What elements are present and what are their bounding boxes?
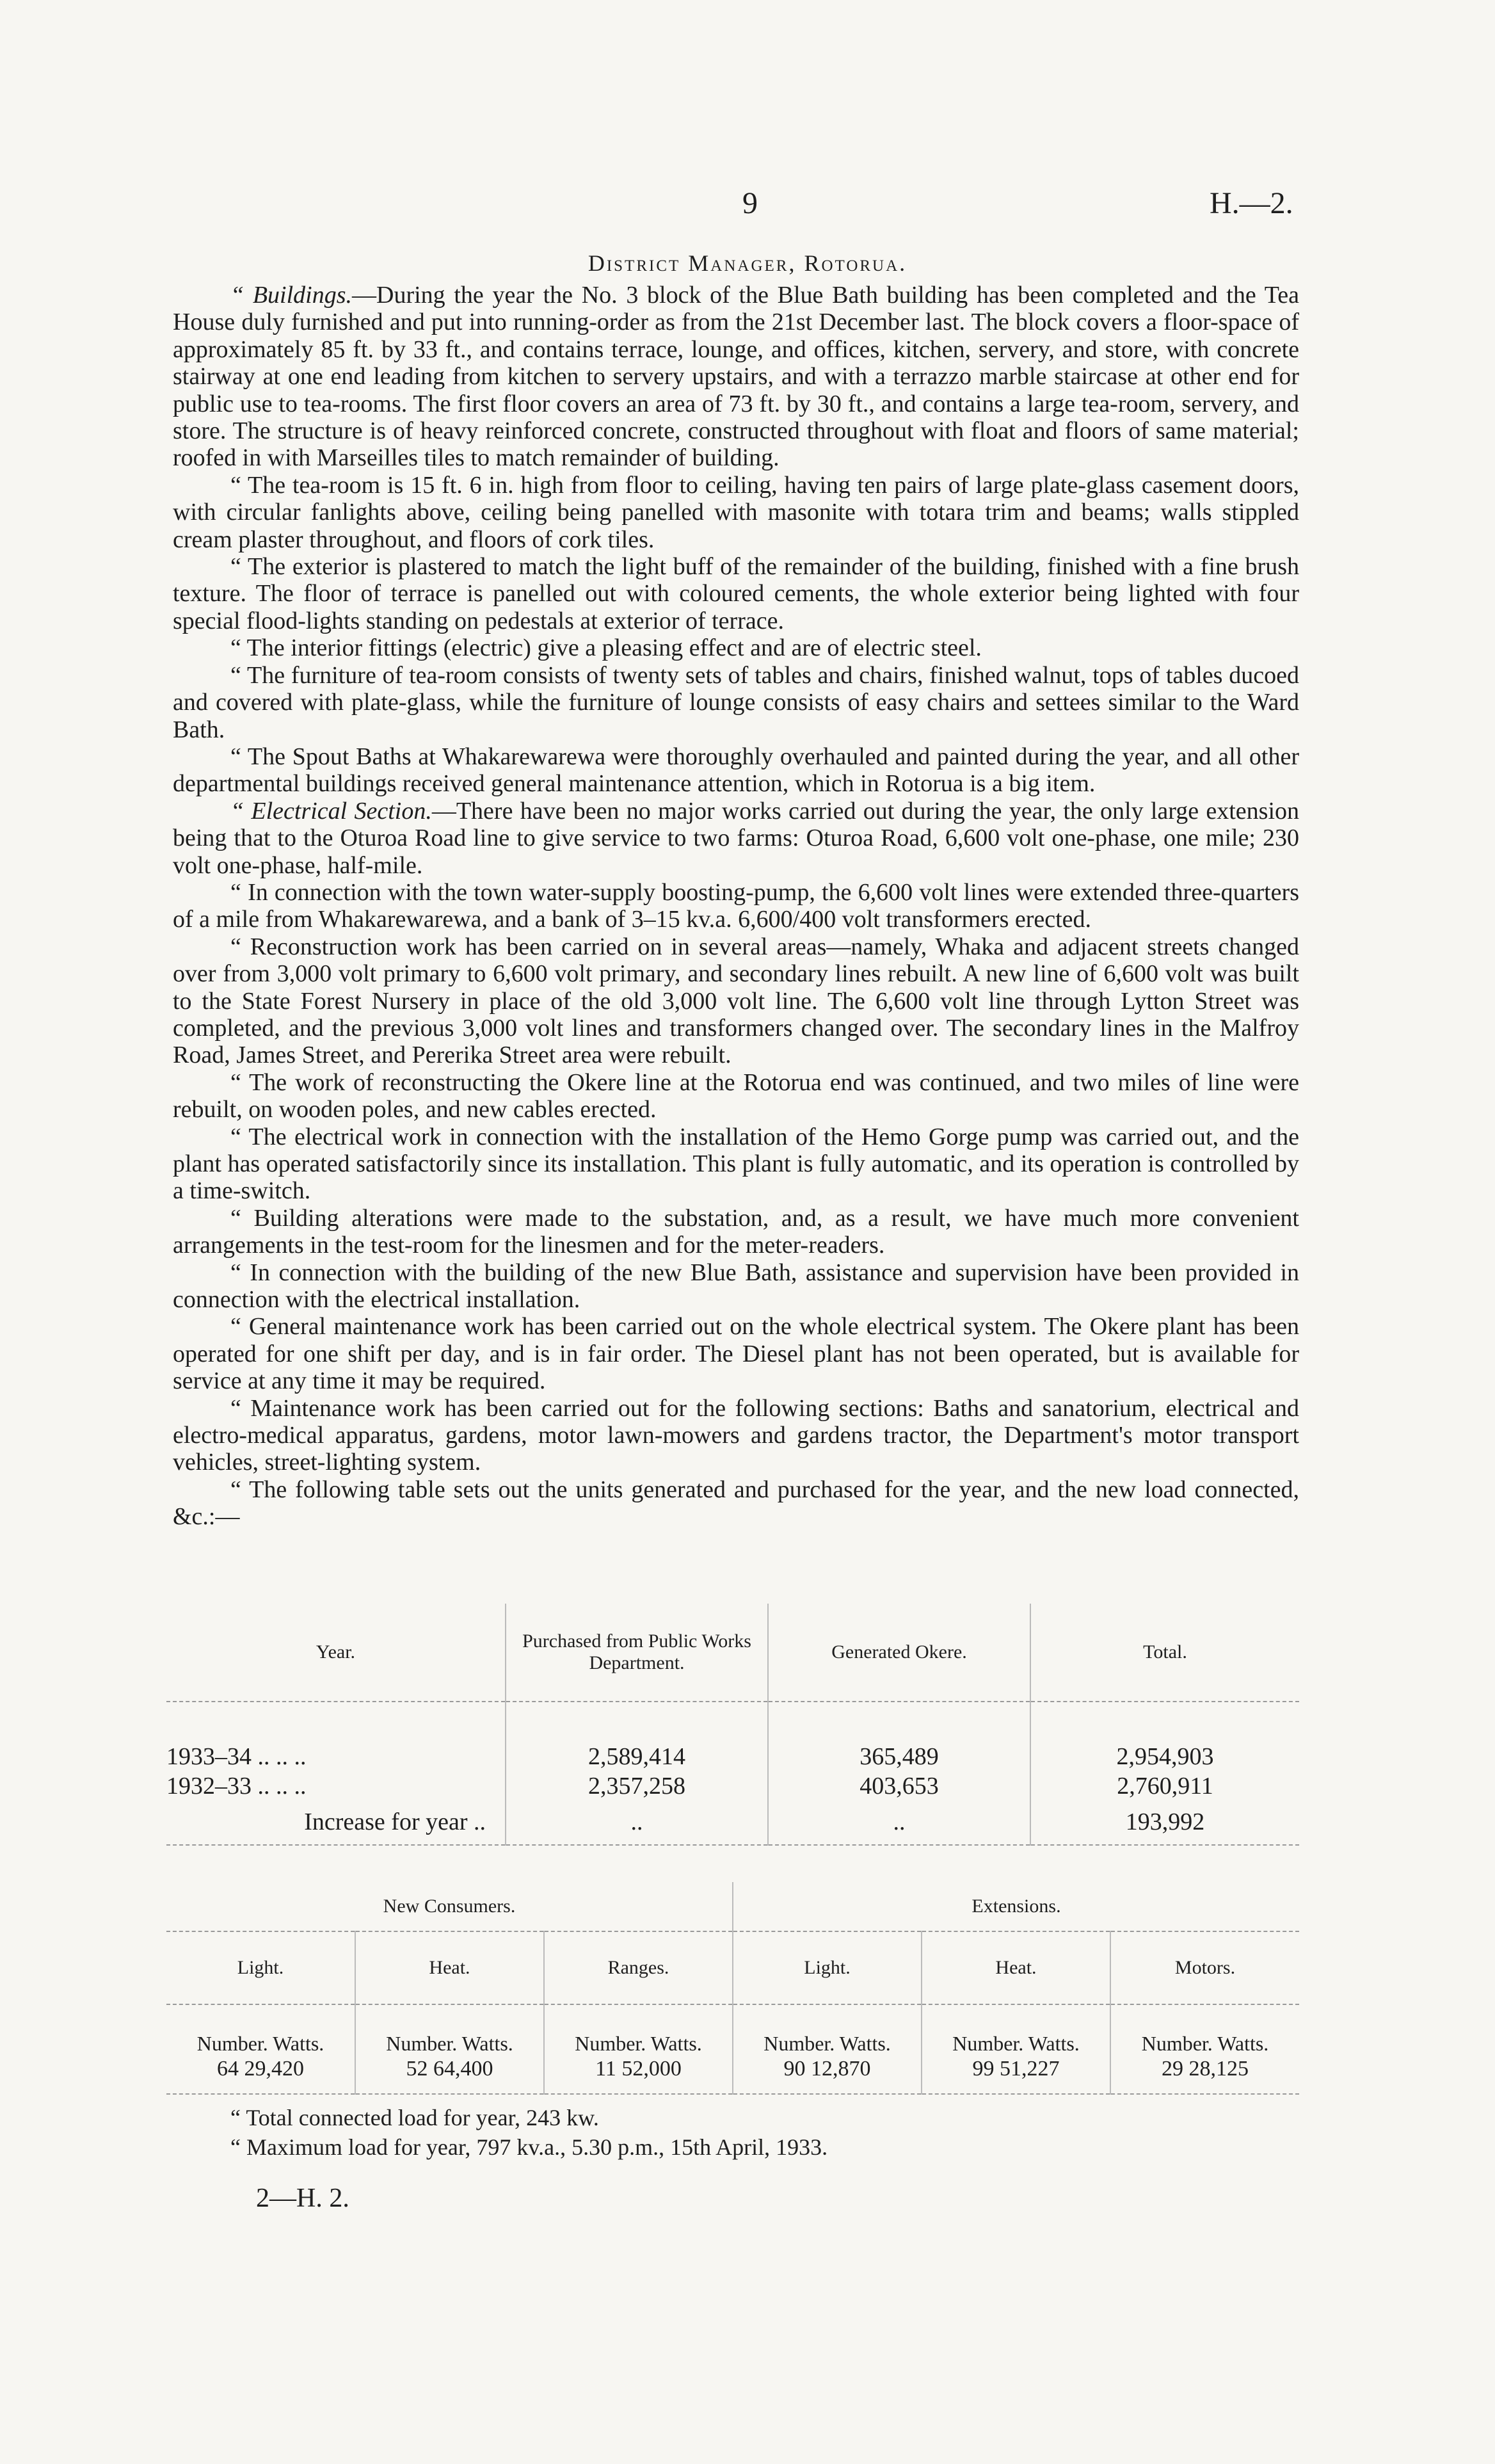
table-row	[166, 1770, 1299, 1800]
paragraph-tea-room: “ The tea-room is 15 ft. 6 in. high from floor to ceiling, having ten pairs of large plate-glass casement doors, with circular fanlights above, ceiling being panelled with masonite with totara trim and beams; walls stippled cream plaster throughout, and floors of cork tiles.	[173, 471, 1299, 553]
units-table	[166, 1604, 1299, 1846]
paragraph-electrical-section	[173, 798, 1299, 879]
page-number: 9	[742, 186, 758, 220]
cell-purchased: 2,357,258	[506, 1770, 768, 1800]
column-header-total: Total.	[1030, 1604, 1299, 1702]
paragraph-okere-line: “ The work of reconstructing the Okere line at the Rotorua end was continued, and two miles of line were rebuilt, on wooden poles, and new cables erected.	[173, 1068, 1299, 1123]
unit-label: Number. Watts.	[1141, 2032, 1269, 2055]
table-cell	[166, 2004, 355, 2094]
column-header-ranges: Ranges.	[544, 1931, 733, 2004]
cell-increase-purchased: ..	[506, 1800, 768, 1845]
cell-increase-generated: ..	[768, 1800, 1030, 1845]
paragraph-lead: “ Electrical Section.	[230, 797, 432, 825]
paragraph-substation: “ Building alterations were made to the substation, and, as a result, we have much more convenient arrangements in the test-room for the linesmen and for the meter-readers.	[173, 1204, 1299, 1259]
group-header-extensions: Extensions.	[733, 1882, 1299, 1931]
cell-year: 1932–33 .. .. ..	[166, 1773, 307, 1800]
column-header-generated: Generated Okere.	[768, 1604, 1030, 1702]
cell-generated: 365,489	[768, 1741, 1030, 1770]
body-text	[173, 282, 1299, 1531]
paragraph-table-intro: “ The following table sets out the units generated and purchased for the year, and the new load connected, &c.:—	[173, 1476, 1299, 1531]
paragraph-interior-fittings: “ The interior fittings (electric) give a pleasing effect and are of electric steel.	[230, 634, 982, 662]
paragraph-blue-bath: “ In connection with the building of the new Blue Bath, assistance and supervision have been provided in connection with the electrical installation.	[173, 1259, 1299, 1314]
table-cell	[1110, 2004, 1299, 2094]
cell-value: 52 64,400	[406, 2057, 493, 2081]
paragraph-furniture: “ The furniture of tea-room consists of twenty sets of tables and chairs, finished walnut, tops of tables ducoed and covered with plate-glass, while the furniture of lounge consists of easy chairs and settees similar to the Ward Bath.	[173, 661, 1299, 743]
cell-total: 2,760,911	[1030, 1770, 1299, 1800]
footer-notes	[230, 2103, 827, 2162]
column-header-heat: Heat.	[922, 1931, 1110, 2004]
unit-label: Number. Watts.	[763, 2032, 891, 2055]
cell-year: 1933–34 .. .. ..	[166, 1743, 307, 1770]
paragraph-water-supply: “ In connection with the town water-supply boosting-pump, the 6,600 volt lines were extended three-quarters of a mile from Whakarewarewa, and a bank of 3–15 kv.a. 6,600/400 volt transformers erected.	[173, 878, 1299, 933]
unit-label: Number. Watts.	[952, 2032, 1080, 2055]
table-row	[166, 1741, 1299, 1770]
column-header-purchased: Purchased from Public Works Department.	[506, 1604, 768, 1702]
document-reference: H.—2.	[1210, 186, 1293, 220]
table-cell	[922, 2004, 1110, 2094]
paragraph-text: —During the year the No. 3 block of the Blue Bath building has been completed and the Tea House duly furnished and put into running-order as from the 21st December last. The block covers a floor-space of approximately 85 ft. by 33 ft., and contains terrace, lounge, and offices, kitchen, servery, and store, with concrete stairway at one end leading from kitchen to servery upstairs, and with a terrazzo marble staircase at other end for public use to tea-rooms. The first floor covers an area of 73 ft. by 30 ft., and contains a large tea-room, servery, and store. The structure is of heavy reinforced concrete, constructed throughout with float and floors of same material; roofed in with Marseilles tiles to match remainder of building.	[173, 282, 1299, 472]
cell-generated: 403,653	[768, 1770, 1030, 1800]
cell-value: 29 28,125	[1162, 2057, 1249, 2081]
paragraph-exterior: “ The exterior is plastered to match the light buff of the remainder of the building, finished with a fine brush texture. The floor of terrace is panelled out with coloured cements, the whole exterior being lighted with four special flood-lights standing on pedestals at exterior of terrace.	[173, 553, 1299, 634]
unit-label: Number. Watts.	[196, 2032, 324, 2055]
note-maximum-load: “ Maximum load for year, 797 kv.a., 5.30 p.m., 15th April, 1933.	[230, 2134, 828, 2160]
table-cell	[544, 2004, 733, 2094]
paragraph-spout-baths: “ The Spout Baths at Whakarewarewa were thoroughly overhauled and painted during the year, and all other departmental buildings received general maintenance attention, which in Rotorua is a big item.	[173, 743, 1299, 798]
paragraph-text: —There have been no major works carried out during the year, the only large extension being that to the Oturoa Road line to give service to two farms: Oturoa Road, 6,600 volt one-phase, one mile; 230 volt one-phase, half-mile.	[173, 797, 1300, 879]
signature-mark: 2—H. 2.	[256, 2184, 349, 2213]
cell-increase-label: Increase for year ..	[166, 1800, 506, 1845]
column-header-light: Light.	[166, 1931, 355, 2004]
cell-value: 64 29,420	[217, 2057, 304, 2081]
cell-increase-total: 193,992	[1030, 1800, 1299, 1845]
table-cell	[733, 2004, 922, 2094]
column-header-year: Year.	[166, 1604, 506, 1702]
paragraph-maintenance: “ General maintenance work has been carried out on the whole electrical system. The Okere plant has been operated for one shift per day, and is in fair order. The Diesel plant has not been operated, but is available for service at any time it may be required.	[173, 1313, 1299, 1395]
paragraph-reconstruction: “ Reconstruction work has been carried on in several areas—namely, Whaka and adjacent streets changed over from 3,000 volt primary to 6,600 volt primary, and secondary lines rebuilt. A new line of 6,600 volt was built to the State Forest Nursery in place of the old 3,000 volt line. The 6,600 volt line through Lytton Street was completed, and the previous 3,000 volt lines and transformers changed over. The secondary lines in the Malfroy Road, James Street, and Pererika Street area were rebuilt.	[173, 933, 1299, 1069]
unit-label: Number. Watts.	[386, 2032, 513, 2055]
note-total-load: “ Total connected load for year, 243 kw.	[230, 2105, 599, 2130]
increase-row	[166, 1800, 1299, 1845]
load-table	[166, 1882, 1299, 2095]
unit-label: Number. Watts.	[575, 2032, 702, 2055]
cell-purchased: 2,589,414	[506, 1741, 768, 1770]
paragraph-hemo-gorge: “ The electrical work in connection with the installation of the Hemo Gorge pump was carried out, and the plant has operated satisfactorily since its installation. This plant is fully automatic, and its operation is controlled by a time-switch.	[173, 1123, 1299, 1205]
paragraph-sections: “ Maintenance work has been carried out for the following sections: Baths and sanatorium, electrical and electro-medical apparatus, gardens, motor lawn-mowers and gardens tractor, the Department's motor transport vehicles, street-lighting system.	[173, 1394, 1299, 1476]
section-heading: District Manager, Rotorua.	[588, 250, 907, 276]
table-row	[166, 2004, 1299, 2094]
column-header-motors: Motors.	[1110, 1931, 1299, 2004]
group-header-new-consumers: New Consumers.	[166, 1882, 733, 1931]
cell-value: 90 12,870	[783, 2057, 871, 2081]
paragraph-buildings	[173, 282, 1299, 472]
paragraph-lead: “ Buildings.	[230, 282, 353, 309]
table-cell	[355, 2004, 544, 2094]
cell-total: 2,954,903	[1030, 1741, 1299, 1770]
cell-value: 11 52,000	[595, 2057, 682, 2081]
column-header-light: Light.	[733, 1931, 922, 2004]
column-header-heat: Heat.	[355, 1931, 544, 2004]
cell-value: 99 51,227	[972, 2057, 1060, 2081]
